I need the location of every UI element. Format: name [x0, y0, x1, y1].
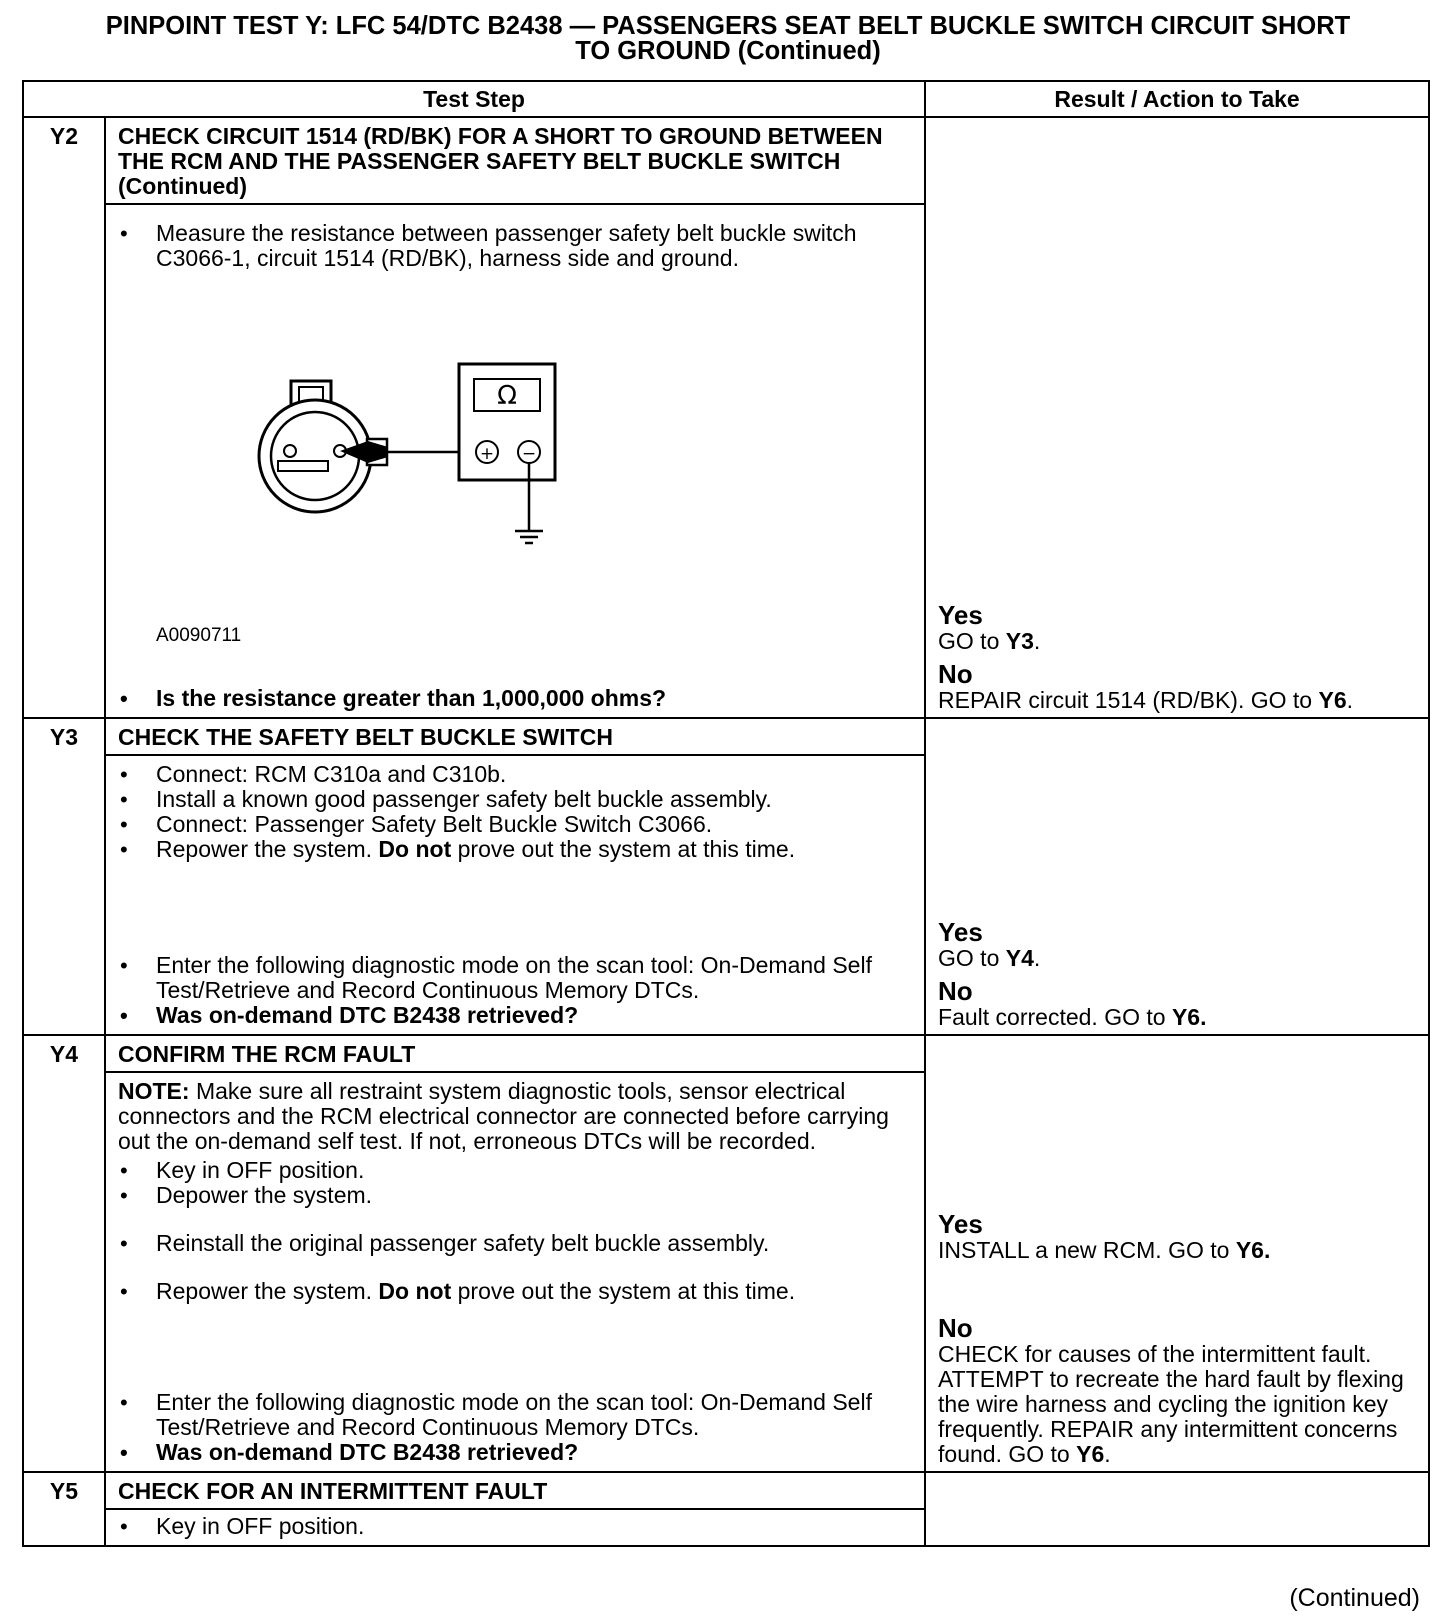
connector-diagram [118, 271, 878, 646]
col-header-result: Result / Action to Take [925, 81, 1429, 117]
list-item: • Key in OFF position. [118, 1514, 914, 1539]
step-y3-title-row [23, 718, 1429, 755]
result-y2 [925, 117, 1429, 718]
no-label: No [938, 659, 973, 689]
step-title-y3: CHECK THE SAFETY BELT BUCKLE SWITCH [105, 718, 925, 755]
title-line-2: TO GROUND (Continued) [575, 37, 881, 65]
col-header-test-step: Test Step [23, 81, 925, 117]
step-body-y2 [105, 204, 925, 718]
step-title-y2: CHECK CIRCUIT 1514 (RD/BK) FOR A SHORT TO GROUND BETWEEN THE RCM AND THE PASSENGER SAFETY BELT BUCKLE SWITCH (Continued) [105, 117, 925, 204]
step-body-y4 [105, 1072, 925, 1472]
note: NOTE: Make sure all restraint system diagnostic tools, sensor electrical connectors and the RCM electrical connector are connected before carrying out the on-demand self test. If not, erroneous DTCs will be recorded. [118, 1078, 889, 1154]
step-y5-title-row [23, 1472, 1429, 1509]
page-title [0, 14, 1456, 64]
no-action: CHECK for causes of the intermittent fault. ATTEMPT to recreate the hard fault by flexing the wire harness and cycling the ignition key frequently. REPAIR any intermittent concerns found. GO to Y6. [938, 1341, 1404, 1467]
step-ref: Y6. [1235, 1237, 1271, 1263]
list-item: • Connect: Passenger Safety Belt Buckle Switch C3066. [118, 812, 914, 837]
figure-id: A0090711 [156, 625, 242, 646]
ohm-symbol: Ω [497, 381, 517, 411]
yes-action: INSTALL a new RCM. GO to Y6. [938, 1237, 1271, 1263]
continued-label: (Continued) [1289, 1584, 1420, 1612]
list-item: • Repower the system. Do not prove out the system at this time. [118, 837, 914, 862]
step-y2-title-row [23, 117, 1429, 204]
list-item: • Reinstall the original passenger safety belt buckle assembly. [118, 1231, 914, 1256]
step-id-y5: Y5 [23, 1472, 105, 1546]
yes-label: Yes [938, 917, 983, 947]
step-ref: Y6 [1318, 687, 1347, 713]
step-body-y3 [105, 755, 925, 1035]
step-ref: Y6. [1171, 1004, 1207, 1030]
list-item: • Depower the system. [118, 1183, 914, 1208]
step-body-y5 [105, 1509, 925, 1546]
no-label: No [938, 1313, 973, 1343]
step-id-y4: Y4 [23, 1035, 105, 1472]
result-y3 [925, 718, 1429, 1035]
pinpoint-test-table [22, 80, 1430, 1547]
step-id-y3: Y3 [23, 718, 105, 1035]
header-row [23, 81, 1429, 117]
list-item: • Repower the system. Do not prove out the system at this time. [118, 1279, 914, 1304]
list-item: • Connect: RCM C310a and C310b. [118, 762, 914, 787]
ohmmeter-connector-illustration [118, 271, 878, 601]
step-ref: Y4 [1005, 945, 1034, 971]
list-item: • Install a known good passenger safety belt buckle assembly. [118, 787, 914, 812]
step-title-y5: CHECK FOR AN INTERMITTENT FAULT [105, 1472, 925, 1509]
step-ref: Y3 [1005, 628, 1034, 654]
yes-label: Yes [938, 1209, 983, 1239]
yes-action: GO to Y4. [938, 945, 1041, 971]
plus-terminal-label: + [479, 444, 495, 464]
result-y4 [925, 1035, 1429, 1472]
question: • Was on-demand DTC B2438 retrieved? [118, 1440, 914, 1465]
title-line-1: PINPOINT TEST Y: LFC 54/DTC B2438 — PASSENGERS SEAT BELT BUCKLE SWITCH CIRCUIT SHORT [105, 12, 1351, 40]
step-title-y4: CONFIRM THE RCM FAULT [105, 1035, 925, 1072]
step-ref: Y6 [1076, 1441, 1105, 1467]
yes-label: Yes [938, 600, 983, 630]
result-y5 [925, 1472, 1429, 1546]
yes-action: GO to Y3. [938, 628, 1041, 654]
list-item: • Enter the following diagnostic mode on the scan tool: On-Demand Self Test/Retrieve and Record Continuous Memory DTCs. [118, 953, 914, 1003]
list-item: • Key in OFF position. [118, 1158, 914, 1183]
step-y4-title-row [23, 1035, 1429, 1072]
list-item: • Enter the following diagnostic mode on the scan tool: On-Demand Self Test/Retrieve and Record Continuous Memory DTCs. [118, 1390, 914, 1440]
no-action: Fault corrected. GO to Y6. [938, 1004, 1207, 1030]
minus-terminal-label: − [521, 444, 537, 464]
step-id-y2: Y2 [23, 117, 105, 718]
question: • Was on-demand DTC B2438 retrieved? [118, 1003, 914, 1028]
no-action: REPAIR circuit 1514 (RD/BK). GO to Y6. [938, 687, 1354, 713]
list-item: • Measure the resistance between passenger safety belt buckle switch C3066-1, circuit 1514 (RD/BK), harness side and ground. [118, 221, 914, 271]
question: • Is the resistance greater than 1,000,000 ohms? [118, 686, 666, 711]
no-label: No [938, 976, 973, 1006]
